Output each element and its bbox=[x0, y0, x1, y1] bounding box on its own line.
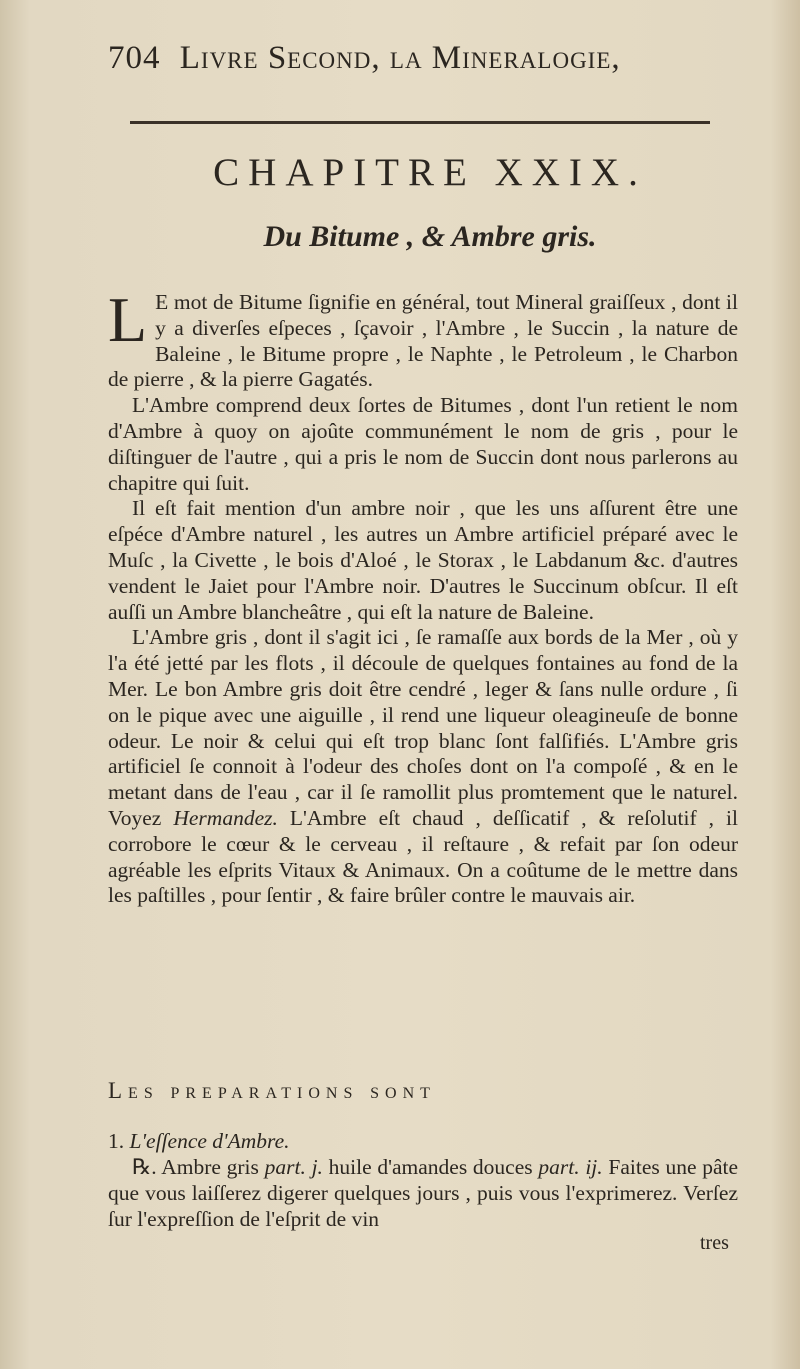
paragraph bbox=[108, 625, 738, 909]
page-number: 704 bbox=[108, 40, 161, 76]
recipe-title-line bbox=[108, 1128, 738, 1154]
quantity: part. j. bbox=[264, 1155, 323, 1179]
chapter-heading: CHAPITRE XXIX. bbox=[213, 151, 647, 194]
header-rule bbox=[130, 121, 710, 124]
chapter-body bbox=[108, 284, 738, 909]
paragraph bbox=[108, 284, 738, 393]
paragraph: L'Ambre comprend deux ſortes de Bitumes , dont l'un retient le nom d'Ambre à quoy on ajoûte communément le nom de gris , pour le diſtinguer de l'autre , qui a pris le nom de Succin dont nous parlerons au chapitre qui ſuit. bbox=[108, 393, 738, 495]
instructions: Faites une pâte que vous laiſſerez digerer quelques jours , puis vous l'exprimerez. Verſez ſur l'expreſſion de l'eſprit de vin bbox=[108, 1155, 739, 1231]
recipe-text bbox=[108, 1154, 738, 1232]
catchword: tres bbox=[700, 1232, 729, 1254]
paragraph: Il eſt fait mention d'un ambre noir , que les uns aſſurent être une eſpéce d'Ambre naturel , les autres un Ambre artificiel préparé avec le Muſc , la Civette , le bois d'Aloé , le Storax , le Labdanum &c. d'autres vendent le Jaiet pour l'Ambre noir. D'autres le Succinum obſcur. Il eſt auſſi un Ambre blancheâtre , qui eſt la nature de Baleine. bbox=[108, 496, 738, 624]
section-heading: Les preparations sont bbox=[108, 1078, 436, 1103]
chapter-subtitle: Du Bitume , & Ambre gris. bbox=[263, 220, 597, 253]
running-title: Livre Second, la Mineralogie, bbox=[179, 40, 621, 76]
recipe bbox=[108, 1128, 738, 1232]
ingredient: huile d'amandes douces bbox=[328, 1155, 533, 1179]
paragraph-text: L'Ambre eſt chaud , deſſicatif , & reſolutif , il corrobore le cœur & le cerveau , il reſtaure , & refait par ſon odeur agréable les eſprits Vitaux & Animaux. On a coûtume de le mettre dans les paſtilles , pour ſentir , & faire brûler contre le mauvais air. bbox=[108, 805, 738, 908]
paragraph-text: E mot de Bitume ſignifie en général, tout Mineral graiſſeux , dont il y a diverſes eſpeces , ſçavoir , l'Ambre , le Succin , la nature de Baleine , le Bitume propre , le Naphte , le Petroleum , le Charbon de pierre , & la pierre Gagatés. bbox=[108, 290, 738, 392]
author-reference: Hermandez. bbox=[173, 805, 278, 830]
ingredient: Ambre gris bbox=[161, 1155, 259, 1179]
running-header bbox=[108, 40, 708, 77]
quantity: part. ij. bbox=[538, 1155, 603, 1179]
recipe-symbol: ℞. bbox=[132, 1155, 157, 1179]
recipe-number: 1. bbox=[108, 1129, 125, 1153]
drop-cap: L bbox=[108, 284, 148, 355]
recipe-title: L'eſſence d'Ambre. bbox=[129, 1129, 290, 1153]
paragraph-text: L'Ambre gris , dont il s'agit ici , ſe ramaſſe aux bords de la Mer , où y l'a été jetté par les flots , il découle de quelques fontaines au fond de la Mer. Le bon Ambre gris doit être cendré , leger & ſans nulle ordure , ſi on le pique avec une aiguille , il rend une liqueur oleagineuſe de bonne odeur. Le noir & celui qui eſt trop blanc ſont falſifiés. L'Ambre gris artificiel ſe connoit à l'odeur des choſes dont on l'a compoſé , & en le metant dans de l'eau , car il ſe ramollit plus promtement que le naturel. Voyez bbox=[108, 625, 738, 830]
